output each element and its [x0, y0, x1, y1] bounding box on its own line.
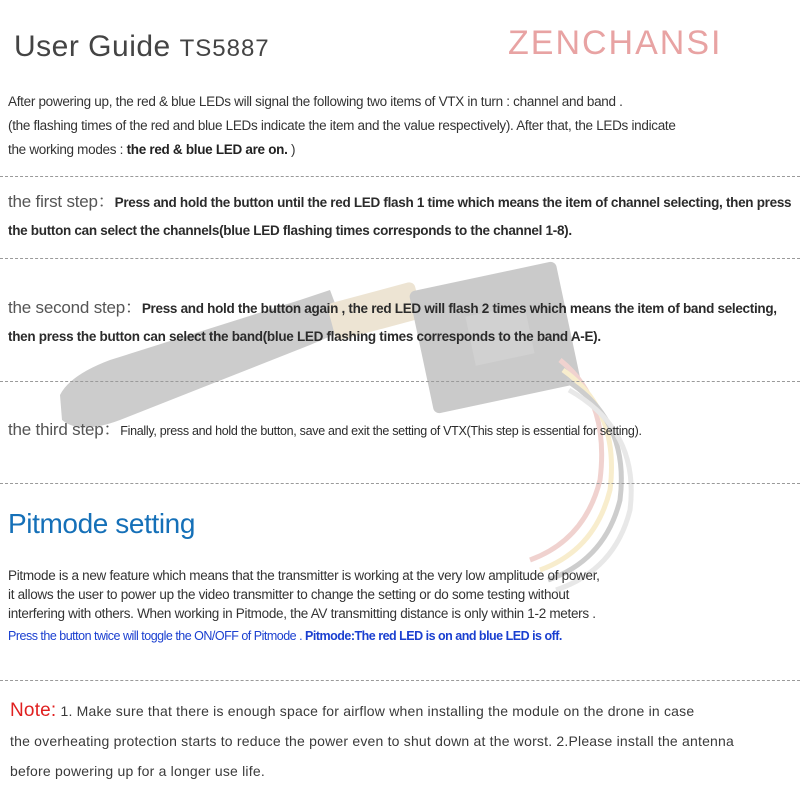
intro-line-1: After powering up, the red & blue LEDs will signal the following two items of VTX in turn : channel and band . — [8, 94, 623, 109]
pitmode-line-4 — [8, 625, 788, 647]
step-first-text-1: Press and hold the button until the red LED flash 1 time which means the item of channel selecting, then press — [114, 195, 792, 210]
divider — [0, 680, 800, 681]
model-number: TS5887 — [179, 35, 270, 62]
divider — [0, 258, 800, 259]
step-third-text-1: Finally, press and hold the button, save and exit the setting of VTX(This step is essential for setting). — [120, 424, 642, 438]
page-title — [14, 30, 270, 64]
pitmode-line-1: Pitmode is a new feature which means that the transmitter is working at the very low amplitude of power, — [8, 568, 600, 583]
step-second-line-2 — [8, 323, 793, 351]
note-section — [10, 696, 795, 786]
step-first-text-2: the button can select the channels(blue LED flashing times corresponds to the channel 1-8). — [8, 223, 572, 238]
step-first — [8, 188, 793, 245]
note-line-2: the overheating protection starts to reduce the power even to shut down at the worst. 2.Please install the antenna — [10, 733, 735, 749]
intro-line-3 — [8, 138, 788, 162]
pitmode-toggle-instruction: Press the button twice will toggle the ON/OFF of Pitmode . — [8, 629, 306, 643]
step-second-line-1 — [8, 294, 793, 323]
divider — [0, 381, 800, 382]
intro-line-2: (the flashing times of the red and blue LEDs indicate the item and the value respectively). After that, the LEDs indicate — [8, 118, 676, 133]
brand-watermark: ZENCHANSI — [508, 24, 723, 62]
step-third — [8, 416, 793, 445]
step-third-line-1 — [8, 416, 793, 445]
intro-line-3-bold: the red & blue LED are on. — [126, 142, 288, 157]
pitmode-line-2: it allows the user to power up the video transmitter to change the setting or do some testing without — [8, 587, 570, 602]
pitmode-line-3: interfering with others. When working in Pitmode, the AV transmitting distance is only within 1-2 meters . — [8, 606, 596, 621]
step-second-text-2: then press the button can select the band(blue LED flashing times corresponds to the band A-E). — [8, 329, 601, 344]
pitmode-paragraph — [8, 565, 788, 647]
divider — [0, 176, 800, 177]
note-text-1: 1. Make sure that there is enough space for airflow when installing the module on the drone in case — [56, 703, 695, 719]
step-second-label: the second step： — [8, 298, 142, 317]
note-label: Note: — [10, 700, 57, 721]
intro-line-3-prefix: the working modes : — [8, 142, 127, 157]
step-second — [8, 294, 793, 351]
title-text: User Guide — [14, 30, 171, 63]
pitmode-led-state: Pitmode:The red LED is on and blue LED is off. — [305, 629, 562, 643]
step-first-line-1 — [8, 188, 793, 217]
note-line-3: before powering up for a longer use life. — [10, 763, 265, 779]
step-first-line-2 — [8, 217, 793, 245]
step-first-label: the first step： — [8, 192, 115, 211]
divider — [0, 483, 800, 484]
intro-line-3-suffix: ) — [287, 142, 296, 157]
step-second-text-1: Press and hold the button again , the red LED will flash 2 times which means the item of band selecting, — [141, 301, 777, 316]
note-line-1 — [10, 696, 795, 726]
intro-paragraph — [8, 90, 788, 162]
step-third-label: the third step： — [8, 420, 121, 439]
pitmode-title: Pitmode setting — [8, 508, 195, 539]
